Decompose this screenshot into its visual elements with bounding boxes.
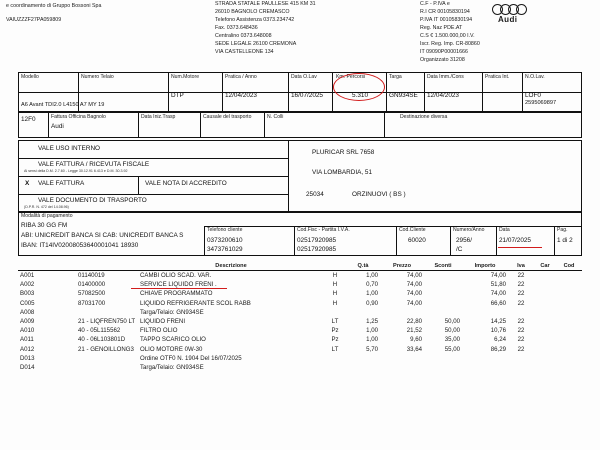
cell-um: H xyxy=(332,299,338,307)
label-pratica-anno: Pratica / Anno xyxy=(225,74,257,80)
cell-sconti xyxy=(424,363,462,372)
cell-importo xyxy=(462,363,508,372)
cell-qta: 1,00 xyxy=(366,272,378,280)
cell-cod xyxy=(556,271,582,281)
cell-code: A002 xyxy=(20,281,35,289)
table-row[interactable] xyxy=(18,326,582,335)
header-mid-line-1: 26010 BAGNOLO CREMASCO xyxy=(215,9,290,15)
cell-um: H xyxy=(332,272,338,280)
cell-car xyxy=(534,308,556,317)
value-modello-desc: A6 Avant TDI2.0 L4150 A7 MY 19 xyxy=(21,102,105,108)
label-numero-telaio: Numero Telaio xyxy=(81,74,114,80)
table-row[interactable] xyxy=(18,345,582,354)
cell-sconti: 55,00 xyxy=(444,345,460,353)
col-prezzo: Prezzo xyxy=(380,262,424,271)
items-header-row xyxy=(18,262,582,271)
cell-prezzo: 21,52 xyxy=(406,327,422,335)
header-mid-line-6: SEDE LEGALE 26100 CREMONA xyxy=(215,41,297,47)
cell-code: D013 xyxy=(20,354,35,362)
value-pratica-anno: 12/04/2023 xyxy=(225,92,257,99)
cell-importo: 86,29 xyxy=(490,345,506,353)
header-left-line-0: e coordinamento di Gruppo Bossoni Spa xyxy=(6,3,102,9)
cell-cod xyxy=(556,326,582,335)
cell-prezzo: 74,00 xyxy=(406,290,422,298)
label-telefono-cliente: Telefono cliente xyxy=(207,227,243,233)
cell-car xyxy=(534,354,556,363)
cell-code: D014 xyxy=(20,363,35,371)
cell-article: 01400000 xyxy=(78,281,106,289)
table-row[interactable] xyxy=(18,363,582,372)
cell-um xyxy=(324,354,346,363)
cell-code: C005 xyxy=(20,299,35,307)
col-descrizione: Descrizione xyxy=(138,262,324,271)
cell-qta: 1,25 xyxy=(366,318,378,326)
cell-qta: 1,00 xyxy=(366,290,378,298)
col-importo: Importo xyxy=(462,262,508,271)
cell-cod xyxy=(556,289,582,298)
label-destinazione-diversa: Destinazione diversa xyxy=(400,114,448,120)
cell-cod xyxy=(556,280,582,289)
header-mid-line-4: Centralino 0373.648008 xyxy=(215,33,272,39)
cell-description: LIQUIDO REFRIGERANTE SCOL RABB xyxy=(140,299,251,307)
label-fattura-officina: Fattura Officina Bagnolo xyxy=(51,114,106,120)
cell-prezzo: 74,00 xyxy=(406,272,422,280)
value-cod-cliente: 60020 xyxy=(408,237,426,244)
checkbox-vale-fattura[interactable]: X xyxy=(25,180,30,187)
header-right-line-1: R.I CR 00105830194 xyxy=(420,9,470,15)
cell-prezzo: 74,00 xyxy=(406,299,422,307)
cell-car xyxy=(534,345,556,354)
cell-cod xyxy=(556,363,582,372)
cell-description: Ordine OTF0 N. 1904 Del 16/07/2025 xyxy=(140,354,242,362)
cell-car xyxy=(534,363,556,372)
value-data: 21/07/2025 xyxy=(499,237,531,244)
table-row[interactable] xyxy=(18,317,582,326)
cell-car xyxy=(534,317,556,326)
header-right-line-5: Iscr. Reg. Imp. CR-80860 xyxy=(420,41,480,47)
col-um xyxy=(324,262,346,271)
cell-sconti xyxy=(424,299,462,308)
cell-cod xyxy=(556,345,582,354)
label-codfisc-piva: Cod.Fisc - Partita I.V.A. xyxy=(297,227,350,233)
cell-cod xyxy=(556,299,582,308)
cell-qta: 1,00 xyxy=(366,327,378,335)
cell-iva xyxy=(508,308,534,317)
cell-um xyxy=(324,363,346,372)
cell-importo: 66,60 xyxy=(490,299,506,307)
label-n-colli: N. Colli xyxy=(267,114,284,120)
cell-code: A001 xyxy=(20,272,35,280)
col-cod: Cod xyxy=(556,262,582,271)
col-sconti: Sconti xyxy=(424,262,462,271)
audi-wordmark: Audi xyxy=(498,15,518,24)
header-address-block xyxy=(215,0,415,56)
cell-description: CHIAVE PROGRAMMATO xyxy=(140,290,213,298)
cell-iva: 22 xyxy=(517,336,525,344)
header-right-line-3: Reg. Naz PDE.AT xyxy=(420,25,463,31)
header-mid-line-0: STRADA STATALE PAULLESE 415 KM 31 xyxy=(215,1,316,7)
table-row[interactable] xyxy=(18,271,582,281)
value-numero-anno: 2956/ xyxy=(456,237,472,244)
cell-importo: 74,00 xyxy=(490,290,506,298)
label-pratica-int: Pratica Int. xyxy=(485,74,510,80)
label-numero-anno: Numero/Anno xyxy=(453,227,485,233)
cell-code: A012 xyxy=(20,345,35,353)
table-row[interactable] xyxy=(18,289,582,298)
value-rif: 2595069897 xyxy=(525,100,557,106)
cell-description: LIQUIDO FRENI xyxy=(140,318,186,326)
col-iva: Iva xyxy=(508,262,534,271)
cell-prezzo xyxy=(380,354,424,363)
cell-code: A010 xyxy=(20,327,35,335)
customer-name: PLURICAR SRL 7658 xyxy=(312,149,375,156)
value-officina-audi: Audi xyxy=(51,123,64,130)
cell-cod xyxy=(556,308,582,317)
option-fattura-note: Ai sensi della D.M. 2.7.60 - Legge 30.12.91 6.413 e D.M. 30.3.92 xyxy=(24,169,128,173)
customer-address: VIA LOMBARDIA, 51 xyxy=(312,169,373,176)
cell-sconti xyxy=(424,271,462,281)
option-fattura-ricevuta[interactable]: VALE FATTURA / RICEVUTA FISCALE xyxy=(38,161,150,168)
cell-importo xyxy=(462,308,508,317)
cell-description: Targa/Telaio: GN934SE xyxy=(140,308,204,316)
label-num-motore: Num.Motore xyxy=(171,74,200,80)
cell-prezzo: 22,80 xyxy=(406,318,422,326)
table-row[interactable] xyxy=(18,299,582,308)
cell-um: LT xyxy=(331,345,339,353)
cell-car xyxy=(534,280,556,289)
cell-importo: 14,25 xyxy=(490,318,506,326)
header-right-line-2: P.IVA IT 00105830194 xyxy=(420,17,473,23)
option-vale-fattura[interactable]: VALE FATTURA xyxy=(38,180,85,187)
col-car: Car xyxy=(534,262,556,271)
cell-description: FILTRO OLIO xyxy=(140,327,178,335)
payment-line-2: IBAN: IT14IV02008053640001041 18930 xyxy=(21,242,139,249)
value-numero-anno-suffix: /C xyxy=(456,246,463,253)
table-row[interactable] xyxy=(18,280,582,289)
label-targa: Targa xyxy=(389,74,402,80)
cell-code: A008 xyxy=(20,308,35,316)
label-km-percorsi: Km. Percorsi xyxy=(336,74,366,80)
cell-um: Pz xyxy=(331,336,339,344)
option-documento-trasporto[interactable]: VALE DOCUMENTO DI TRASPORTO xyxy=(38,197,147,204)
header-vendor-code: VAIUZZZF27PA059809 xyxy=(6,17,62,23)
cell-importo: 74,00 xyxy=(490,272,506,280)
cell-um xyxy=(324,308,346,317)
cell-iva xyxy=(508,363,534,372)
cell-article: 01140019 xyxy=(78,272,105,280)
cell-qta: 0,90 xyxy=(366,299,378,307)
cell-article: 40 - 06L103801D xyxy=(78,336,126,344)
value-telefono-1: 0373200610 xyxy=(207,237,243,244)
table-row[interactable] xyxy=(18,308,582,317)
cell-code: A011 xyxy=(20,336,34,344)
payment-line-1: ABI: UNICREDIT BANCA SI CAB: UNICREDIT BANCA S xyxy=(21,232,184,239)
header-mid-line-3: Fax. 0373.648436 xyxy=(215,25,258,31)
cell-iva: 22 xyxy=(517,327,525,335)
cell-prezzo: 74,00 xyxy=(406,281,422,289)
payment-line-0: RIBA 30 GG FM xyxy=(21,222,68,229)
cell-car xyxy=(534,335,556,344)
cell-cod xyxy=(556,354,582,363)
cell-description: Targa/Telaio: GN934SE xyxy=(140,363,204,371)
option-nota-accredito[interactable]: VALE NOTA DI ACCREDITO xyxy=(145,180,227,187)
header-mid-line-2: Telefono Assistenza 0373.234742 xyxy=(215,17,295,23)
data-underline-mark xyxy=(498,247,542,248)
cell-um: H xyxy=(332,281,338,289)
option-ddt-note: (D.P.R. N. 472 del 14.08.96) xyxy=(24,205,69,209)
cell-prezzo: 9,60 xyxy=(410,336,422,344)
cell-importo: 51,80 xyxy=(490,281,506,289)
value-pag: 1 di 2 xyxy=(557,237,573,244)
items-table xyxy=(18,262,582,372)
value-12f0: 12F0 xyxy=(21,116,36,123)
cell-car xyxy=(534,289,556,298)
cell-um: LT xyxy=(331,318,339,326)
cell-sconti: 35,00 xyxy=(444,336,460,344)
cell-um: H xyxy=(332,290,338,298)
cell-iva: 22 xyxy=(517,299,525,307)
cell-qta: 1,00 xyxy=(366,336,378,344)
header-left-block xyxy=(6,2,192,24)
table-row[interactable] xyxy=(18,335,582,344)
label-causale-trasporto: Causale del trasporto xyxy=(203,114,252,120)
cell-iva: 22 xyxy=(517,281,525,289)
col-code xyxy=(18,262,76,271)
value-piva-2: 02517920985 xyxy=(297,246,337,253)
cell-description: OLIO MOTORE 0W-30 xyxy=(140,345,203,353)
cell-cod xyxy=(556,335,582,344)
label-data-olav: Data O.Lav xyxy=(291,74,317,80)
cell-code: A009 xyxy=(20,318,35,326)
value-data-olav: 16/07/2025 xyxy=(291,92,323,99)
cell-um: Pz xyxy=(331,327,339,335)
cell-qta xyxy=(346,354,380,363)
value-num-motore: DTP xyxy=(171,92,184,99)
cell-car xyxy=(534,299,556,308)
header-right-line-4: C.S € 1.500.000,00 I.V. xyxy=(420,33,475,39)
cell-iva: 22 xyxy=(517,345,525,353)
header-mid-line-7: VIA CASTELLEONE 134 xyxy=(215,49,274,55)
cell-prezzo xyxy=(380,363,424,372)
cell-qta: 5,70 xyxy=(366,345,378,353)
value-telefono-2: 3473761029 xyxy=(207,246,243,253)
label-pag: Pag. xyxy=(557,227,568,233)
label-data: Data xyxy=(499,227,510,233)
cell-sconti xyxy=(424,280,462,289)
cell-car xyxy=(534,271,556,281)
cell-car xyxy=(534,326,556,335)
cell-article: 87031700 xyxy=(78,299,106,307)
cell-prezzo xyxy=(380,308,424,317)
header-right-line-7: Organizzato 31208 xyxy=(420,57,465,63)
cell-sconti xyxy=(424,289,462,298)
cell-description: TAPPO SCARICO OLIO xyxy=(140,336,206,344)
cell-prezzo: 33,64 xyxy=(406,345,422,353)
cell-qta: 0,70 xyxy=(366,281,378,289)
value-targa: GN934SE xyxy=(389,92,418,99)
label-modello: Modello xyxy=(21,74,39,80)
cell-cod xyxy=(556,317,582,326)
value-piva-1: 02517920985 xyxy=(297,237,337,244)
customer-cap: 25034 xyxy=(306,191,324,198)
cell-importo: 6,24 xyxy=(494,336,506,344)
cambi-olio-underline-mark xyxy=(131,288,227,289)
cell-sconti: 50,00 xyxy=(444,327,460,335)
label-data-imm: Data Imm./Cons xyxy=(427,74,464,80)
cell-article: 21 - GENOILLONG3 xyxy=(78,345,134,353)
cell-article: 21 - LIQFREN750 LT xyxy=(78,318,136,326)
value-n-olav: LOF0 xyxy=(525,92,541,99)
cell-article: 40 - 05L115562 xyxy=(78,327,121,335)
cell-importo: 10,76 xyxy=(490,327,506,335)
cell-sconti xyxy=(424,354,462,363)
label-cod-cliente: Cod.Cliente xyxy=(399,227,426,233)
cell-iva: 22 xyxy=(517,318,525,326)
cell-article xyxy=(76,308,138,317)
cell-code: B003 xyxy=(20,290,35,298)
cell-qta xyxy=(346,308,380,317)
cell-sconti: 50,00 xyxy=(444,318,460,326)
cell-article xyxy=(76,354,138,363)
items-table-head xyxy=(18,262,582,271)
cell-sconti xyxy=(424,308,462,317)
value-data-imm: 12/04/2023 xyxy=(427,92,459,99)
cell-description: SERVICE LIQUIDO FRENI . xyxy=(140,281,217,289)
option-uso-interno[interactable]: VALE USO INTERNO xyxy=(38,145,101,152)
col-art xyxy=(76,262,138,271)
cell-iva: 22 xyxy=(517,290,525,298)
cell-article: 57082500 xyxy=(78,290,106,298)
cell-qta xyxy=(346,363,380,372)
col-qta: Q.tà xyxy=(346,262,380,271)
customer-city: ORZINUOVI ( BS ) xyxy=(352,191,406,198)
header-right-line-0: C.F - P.IVA e xyxy=(420,1,450,7)
cell-iva xyxy=(508,354,534,363)
value-km-percorsi: 5.310 xyxy=(352,92,368,99)
table-row[interactable] xyxy=(18,354,582,363)
cell-iva: 22 xyxy=(517,272,525,280)
cell-importo xyxy=(462,354,508,363)
cell-description: CAMBI OLIO SCAD. VAR. xyxy=(140,272,212,280)
label-n-olav: N.O.Lav. xyxy=(525,74,545,80)
header-right-line-6: IT 09090P00001666 xyxy=(420,49,468,55)
items-table-body xyxy=(18,271,582,373)
label-modalita-pagamento: Modalità di pagamento xyxy=(21,213,73,219)
label-data-iniz-trasp: Data Iniz.Trasp xyxy=(141,114,176,120)
cell-article xyxy=(76,363,138,372)
